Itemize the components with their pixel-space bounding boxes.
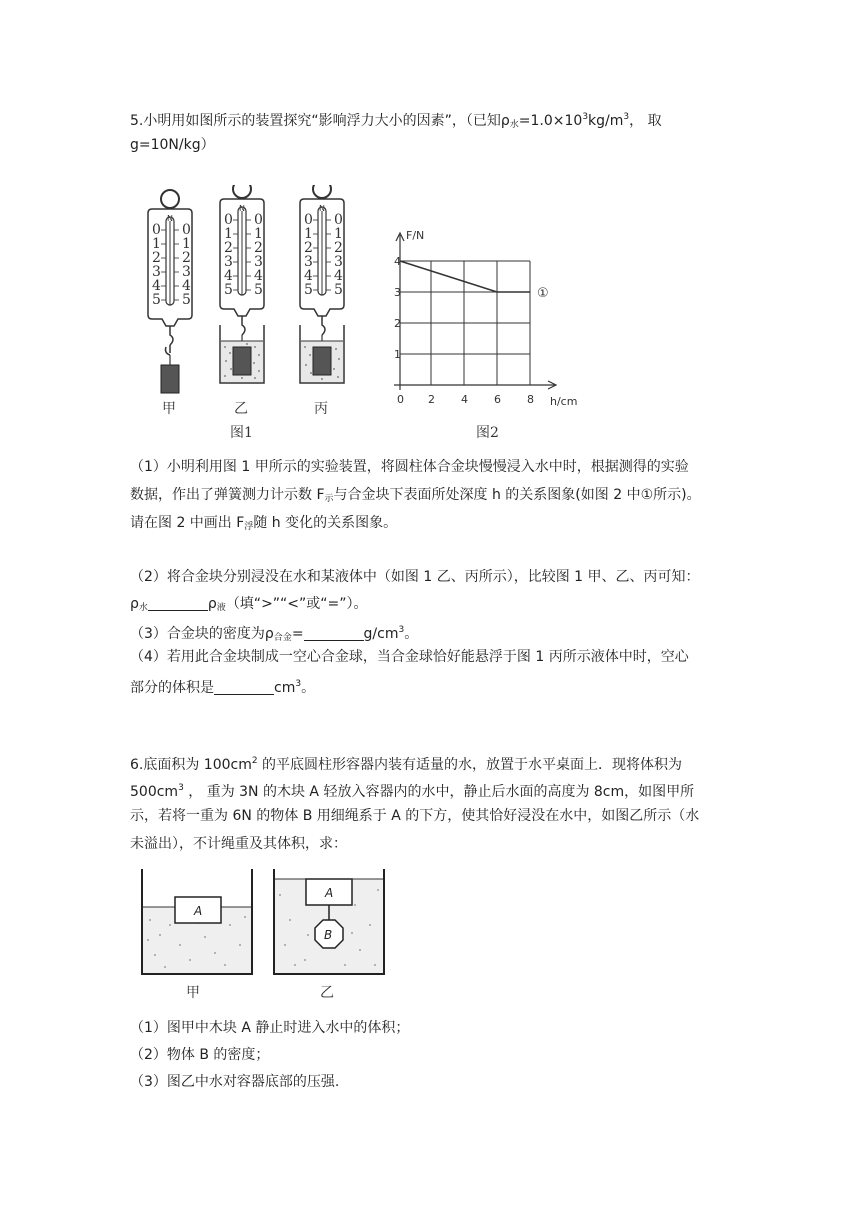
q5-part4-line2 [130,674,315,698]
q5-part3 [130,620,418,648]
svg-text:3: 3 [152,264,161,280]
q5-part3-text-a: （3）合金块的密度为ρ [130,626,274,642]
svg-text:3: 3 [254,254,263,270]
q5-part2-line2 [130,594,368,618]
svg-text:5: 5 [182,292,191,308]
x-tick-4: 4 [461,393,468,406]
svg-text:3: 3 [224,254,233,270]
container-caption-yi: 乙 [320,985,334,1001]
svg-text:3: 3 [304,254,313,270]
q5-part4-text-a: 部分的体积是 [130,680,214,696]
curve-1 [400,261,530,292]
q5-part3-end: 。 [404,626,419,642]
label-jia: 甲 [162,401,176,417]
q5-part4-end: 。 [301,680,316,696]
spring-scale-yi [220,185,264,417]
q6-sup-a: 2 [251,756,258,766]
q6-line2 [130,778,694,802]
graph-grid [400,261,530,385]
q5-stem-text-c: kg/m [588,113,624,129]
q5-stem-text-b: =1.0×10 [518,113,583,129]
q5-part4-sup: 3 [295,679,302,689]
svg-text:2: 2 [304,240,313,256]
svg-text:1: 1 [182,236,191,252]
svg-text:N: N [319,204,325,213]
q5-stem-sup: 3 [582,112,589,122]
q6-line1 [130,751,682,775]
svg-text:2: 2 [182,250,191,266]
svg-text:2: 2 [254,240,263,256]
container-yi [274,869,384,1001]
curve-1-label: ① [537,286,549,301]
q5-stem-line1 [130,107,662,135]
svg-text:N: N [167,214,173,223]
svg-text:3: 3 [334,254,343,270]
q5-part1-text-c: 请在图 2 中画出 F [130,515,245,531]
figure-1-spring-scales [130,185,370,440]
q5-stem-line2: g=10N/kg） [130,137,215,153]
q5-part3-sub: 合金 [273,633,292,643]
rho-symbol-2: ρ [207,596,217,612]
svg-text:3: 3 [182,264,191,280]
svg-text:5: 5 [334,282,343,298]
rho-symbol: ρ [130,596,139,612]
svg-text:5: 5 [224,282,233,298]
svg-text:2: 2 [152,250,161,266]
q5-stem-sup-b: 3 [623,112,630,122]
svg-text:4: 4 [254,268,263,284]
svg-text:4: 4 [334,268,343,284]
figure-2-graph [380,225,590,440]
answer-blank-2[interactable] [148,596,208,611]
svg-text:2: 2 [224,240,233,256]
q5-part1-line1: （1）小明利用图 1 甲所示的实验装置，将圆柱体合金块慢慢浸入水中时，根据测得的实验 [130,459,689,475]
q6-sub3: （3）图乙中水对容器底部的压强. [130,1074,340,1090]
svg-text:0: 0 [224,212,233,228]
svg-text:2: 2 [334,240,343,256]
q6-figure-containers [130,865,392,1002]
q6-line4: 未溢出），不计绳重及其体积，求： [130,836,347,852]
q5-part3-eq: = [291,626,304,642]
q6-text-c: 500cm [130,784,179,800]
svg-text:5: 5 [254,282,263,298]
rho-sub-water: 水 [138,603,148,613]
q5-part1-text-d: 随 h 变化的关系图象。 [253,515,398,531]
y-tick-2: 2 [394,317,401,330]
label-yi: 乙 [234,401,248,417]
svg-text:5: 5 [152,292,161,308]
q5-stem-text-a: 5.小明用如图所示的装置探究“影响浮力大小的因素”，（已知ρ [130,113,510,129]
x-tick-6: 6 [494,393,501,406]
y-axis-label: F/N [406,229,425,242]
q6-sub1: （1）图甲中木块 A 静止时进入水中的体积； [130,1020,410,1036]
answer-blank-3[interactable] [304,626,364,641]
block-a-label-yi: A [325,886,334,900]
q6-text-d: ， 重为 3N 的木块 A 轻放入容器内的水中，静止后水面的高度为 8cm，如图甲所 [183,784,695,800]
q5-part4-unit: cm [274,680,296,696]
q5-part2-line1: （2）将合金块分别浸没在水和某液体中（如图 1 乙、丙所示），比较图 1 甲、乙、丙可知： [130,569,700,585]
y-tick-3: 3 [394,286,401,299]
svg-text:1: 1 [224,226,233,242]
q5-stem-sub-water: 水 [509,120,519,130]
y-tick-1: 1 [394,348,401,361]
svg-text:1: 1 [254,226,263,242]
svg-text:4: 4 [224,268,233,284]
q5-part3-sup: 3 [398,625,405,635]
svg-text:0: 0 [334,212,343,228]
svg-text:4: 4 [304,268,313,284]
block-a-label-jia: A [194,904,203,918]
x-tick-0: 0 [397,393,404,406]
svg-text:0: 0 [254,212,263,228]
figure-1-caption: 图1 [230,425,253,440]
q5-part1-line2 [130,485,701,509]
x-tick-2: 2 [428,393,435,406]
q6-line3: 示，若将一重为 6N 的物体 B 用细绳系于 A 的下方，使其恰好浸没在水中，如图乙所示（水 [130,808,700,824]
x-axis-label: h/cm [550,395,578,408]
spring-scale-jia [148,190,192,417]
svg-text:4: 4 [182,278,191,294]
q6-sup-b: 3 [178,783,184,793]
spring-scale-bing [300,185,344,417]
rho-sub-liquid: 液 [216,603,226,613]
q5-part1-sub: 示 [324,494,334,504]
svg-text:0: 0 [152,222,161,238]
block-b-label: B [324,928,333,942]
q5-part1-text-a: 数据，作出了弹簧测力计示数 F [130,487,325,503]
svg-text:0: 0 [182,222,191,238]
svg-text:1: 1 [152,236,161,252]
q6-text-a: 6.底面积为 100cm [130,757,252,773]
x-tick-8: 8 [527,393,534,406]
svg-text:1: 1 [334,226,343,242]
label-bing: 丙 [314,401,328,417]
q5-part1-line3 [130,513,397,537]
q5-stem-text-d: ， 取 [629,113,662,129]
figure-2-caption: 图2 [476,425,499,440]
answer-blank-4[interactable] [214,680,274,695]
svg-text:0: 0 [304,212,313,228]
q5-part3-unit: g/cm [363,626,399,642]
svg-text:N: N [239,204,245,213]
svg-text:4: 4 [152,278,161,294]
svg-text:5: 5 [304,282,313,298]
q5-part4-line1: （4）若用此合金块制成一空心合金球，当合金球恰好能悬浮于图 1 丙所示液体中时，空心 [130,649,689,665]
q5-part1-sub-b: 浮 [244,522,254,532]
container-jia [142,869,252,1001]
q6-sub2: （2）物体 B 的密度； [130,1047,270,1063]
q5-part2-hint: （填“>”“<”或“=”）。 [225,596,368,612]
q5-part1-text-b: 与合金块下表面所处深度 h 的关系图象(如图 2 中①所示)。 [333,487,701,503]
q6-text-b: 的平底圆柱形容器内装有适量的水，放置于水平桌面上．现将体积为 [257,757,683,773]
container-caption-jia: 甲 [186,985,200,1001]
y-tick-4: 4 [394,255,401,268]
svg-text:1: 1 [304,226,313,242]
